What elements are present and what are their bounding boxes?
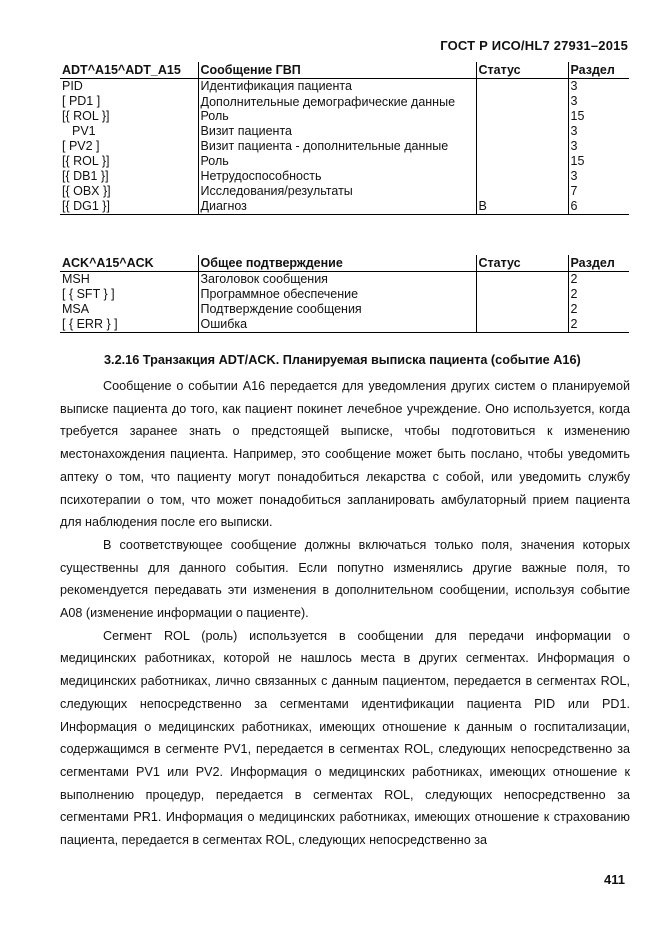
section-title: 3.2.16 Транзакция ADT/ACK. Планируемая выписка пациента (событие A16) — [104, 353, 581, 367]
cell-segment: [{ OBX }] — [62, 184, 111, 198]
cell-description: Визит пациента - дополнительные данные — [198, 139, 476, 154]
table-row — [60, 272, 629, 288]
cell-status — [476, 287, 568, 302]
col-header-section: Раздел — [568, 255, 629, 272]
cell-status — [476, 79, 568, 95]
table-row — [60, 184, 629, 199]
cell-section: 3 — [568, 139, 629, 154]
cell-status — [476, 169, 568, 184]
col-header-status: Статус — [476, 255, 568, 272]
col-header-section: Раздел — [568, 62, 629, 79]
cell-section: 15 — [568, 109, 629, 124]
table-row — [60, 169, 629, 184]
cell-segment: [ PD1 ] — [62, 94, 101, 108]
cell-description: Визит пациента — [198, 124, 476, 139]
cell-description: Идентификация пациента — [198, 79, 476, 95]
cell-status — [476, 139, 568, 154]
cell-section: 2 — [568, 272, 629, 288]
cell-segment: [{ DB1 }] — [62, 169, 109, 183]
cell-description: Ошибка — [198, 317, 476, 333]
table-row — [60, 154, 629, 169]
table-row — [60, 139, 629, 154]
cell-section: 3 — [568, 124, 629, 139]
cell-section: 7 — [568, 184, 629, 199]
cell-status — [476, 317, 568, 333]
table-row — [60, 109, 629, 124]
document-header: ГОСТ Р ИСО/HL7 27931–2015 — [440, 38, 628, 53]
table-row — [60, 317, 629, 333]
cell-description: Исследования/результаты — [198, 184, 476, 199]
col-header-description: Сообщение ГВП — [198, 62, 476, 79]
cell-segment: [ { ERR } ] — [60, 317, 198, 333]
segment-table-ack — [60, 255, 629, 333]
cell-section: 2 — [568, 317, 629, 333]
cell-section: 2 — [568, 287, 629, 302]
cell-status — [476, 272, 568, 288]
table-row — [60, 124, 629, 139]
table-row — [60, 287, 629, 302]
cell-segment: MSA — [62, 302, 90, 316]
cell-description: Роль — [198, 109, 476, 124]
cell-section: 3 — [568, 79, 629, 95]
cell-status — [476, 302, 568, 317]
table-row — [60, 199, 629, 215]
cell-description: Диагноз — [198, 199, 476, 215]
cell-description-text: Дополнительные демографические данные — [200, 94, 456, 109]
cell-section: 2 — [568, 302, 629, 317]
col-header-description: Общее подтверждение — [198, 255, 476, 272]
paragraph: Сегмент ROL (роль) используется в сообщении для передачи информации о медицинских работниках, которой не нашлось места в других сегментах. Информация о медицинских работниках, лично связанных с данным пациентом, передается в сегментах ROL, следующих непосредственно за сегментами идентификации пациента PID или PD1. Информация о медицинских работниках, имеющих отношение к данным о госпитализации, содержащимся в сегменте PV1, передается в сегментах ROL, следующих непосредственно за сегментами PV1 или PV2. Информация о медицинских работниках, имеющих отношение к выполнению процедур, передается в сегментах ROL, следующих непосредственно за сегментами PR1. Информация о медицинских работниках, имеющих отношение к страхованию пациента, передается в сегментах ROL, следующих непосредственно за — [60, 628, 630, 848]
col-header-status: Статус — [476, 62, 568, 79]
cell-segment: PV1 — [72, 124, 96, 138]
table-row — [60, 79, 629, 95]
cell-description: Нетрудоспособность — [198, 169, 476, 184]
cell-status: B — [476, 199, 568, 215]
cell-status — [476, 154, 568, 169]
cell-status — [476, 184, 568, 199]
cell-segment: [ PV2 ] — [62, 139, 100, 153]
table-row — [60, 302, 629, 317]
cell-description: Роль — [198, 154, 476, 169]
col-header-segment: ACK^A15^ACK — [60, 255, 198, 272]
cell-status — [476, 109, 568, 124]
cell-segment: [ { SFT } ] — [62, 287, 115, 301]
cell-section: 3 — [568, 169, 629, 184]
cell-status — [476, 124, 568, 139]
cell-segment: PID — [62, 79, 83, 93]
cell-section: 3 — [568, 94, 629, 109]
col-header-segment: ADT^A15^ADT_A15 — [60, 62, 198, 79]
cell-section: 6 — [568, 199, 629, 215]
paragraph: Сообщение о событии A16 передается для уведомления других систем о планируемой выписке пациента до того, как пациент покинет лечебное учреждение. Оно используется, когда требуется заранее знать о предстоящей выписке, чтобы подготовиться к изменению местонахождения пациента. Например, это сообщение может быть послано, чтобы уведомить аптеку о том, что пациенту могут понадобиться лекарства с собой, или уведомить службу психотерапии о том, что может понадобиться запланировать амбулаторный прием пациента для наблюдения после его выписки. — [60, 379, 630, 530]
paragraph: В соответствующее сообщение должны включаться только поля, значения которых существенны для данного события. Если попутно изменялись другие важные поля, то рекомендуется передавать эти изменения в дополнительном сообщении, используя событие A08 (изменение информации о пациенте). — [60, 537, 630, 621]
cell-description: Программное обеспечение — [198, 287, 476, 302]
page-number: 411 — [604, 872, 625, 887]
cell-segment: [{ ROL }] — [62, 109, 110, 123]
cell-segment: [{ ROL }] — [62, 154, 110, 168]
cell-section: 15 — [568, 154, 629, 169]
table-row — [60, 94, 629, 109]
cell-segment: [{ DG1 }] — [60, 199, 198, 215]
cell-description: Подтверждение сообщения — [198, 302, 476, 317]
cell-description: Заголовок сообщения — [198, 272, 476, 288]
body-text — [60, 375, 630, 852]
cell-status — [476, 94, 568, 109]
segment-table-adt — [60, 62, 629, 215]
cell-segment: MSH — [62, 272, 90, 286]
cell-description — [198, 94, 476, 109]
